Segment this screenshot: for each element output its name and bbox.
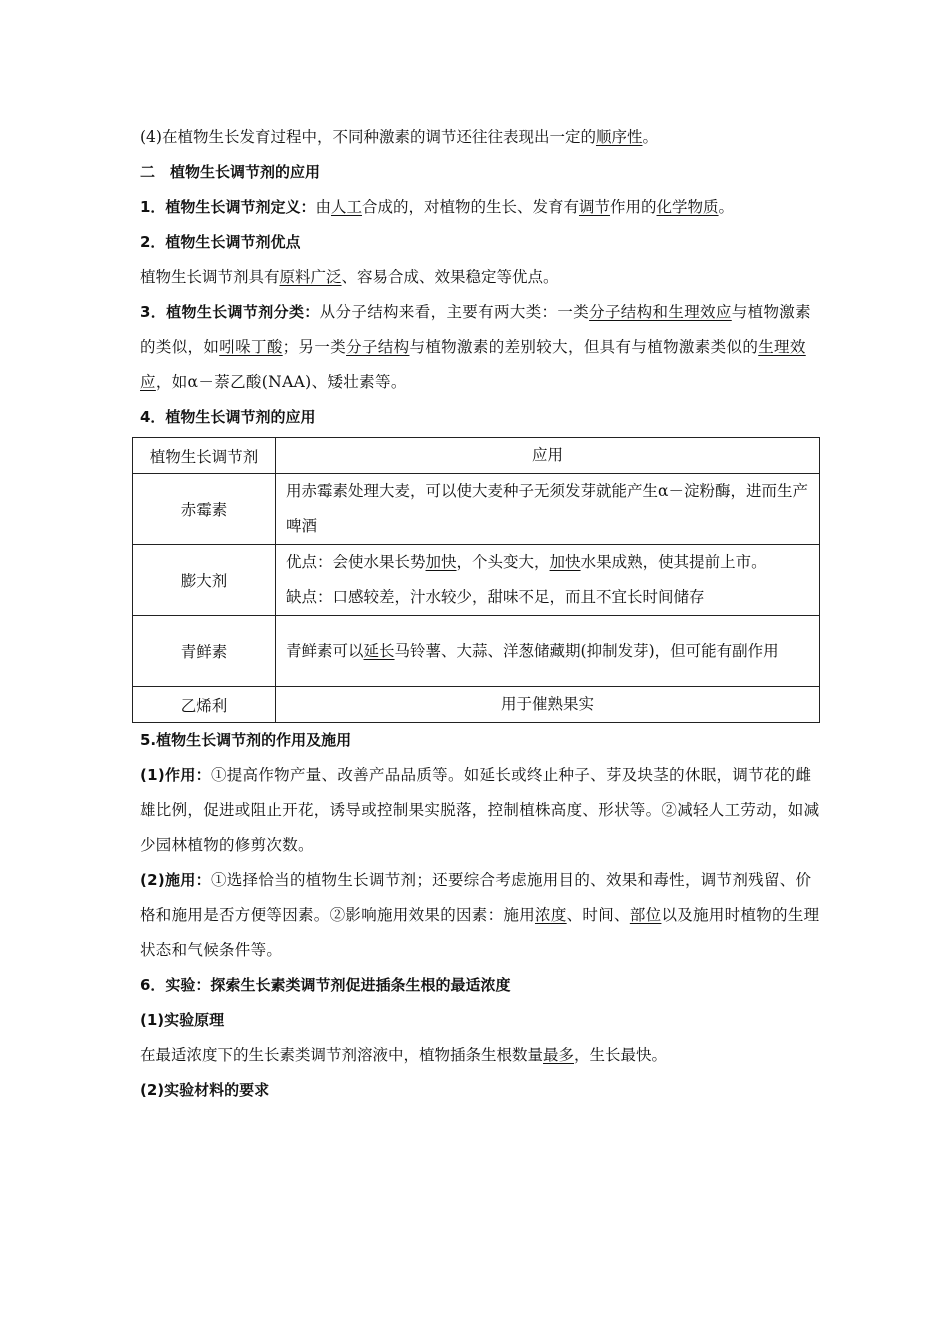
table-row [133,474,820,545]
item-5-application [140,863,820,968]
regulator-application-table [132,437,820,723]
text: 、时间、 [566,906,630,924]
key-term: 生理效应 [140,338,806,391]
advantages-line [286,545,809,580]
sub-heading: (1)作用： [140,766,211,784]
text: ①选择恰当的植物生长调节剂；还要综合考虑施用目的、效果和毒性，调节剂残留、价格和施用是否方便等因素。②影响施用效果的因素：施用 [140,871,812,924]
key-term: 顺序性 [595,128,643,146]
key-term: 吲哚丁酸 [219,338,283,356]
text: (4)在植物生长发育过程中，不同种激素的调节还往往表现出一定的 [140,128,596,146]
key-term: 分子结构 [346,338,410,356]
text: 、容易合成、效果稳定等优点。 [341,268,559,286]
text: 合成的，对植物的生长、发育有 [361,198,579,216]
item-6-heading: 6．实验：探索生长素类调节剂促进插条生根的最适浓度 [140,976,511,994]
sub-heading: (2)施用： [140,871,211,889]
item-5-effect [140,758,820,863]
item-2-text [140,260,820,295]
disadvantages-line: 缺点：口感较差，汁水较少，甜味不足，而且不宜长时间储存 [286,588,705,606]
paragraph-4 [140,120,820,155]
item-heading: 3．植物生长调节剂分类： [140,303,320,321]
key-term: 延长 [363,641,395,660]
regulator-name: 膨大剂 [133,545,276,616]
text: 植物生长调节剂具有 [140,268,280,286]
item-1 [140,190,820,225]
application-text [276,616,820,687]
text: ①提高作物产量、改善产品品质等。如延长或终止种子、芽及块茎的休眠，调节花的雌雄比例，促进或阻止开花，诱导或控制果实脱落，控制植株高度、形状等。②减轻人工劳动，如减少园林植物的修剪次数。 [140,766,820,854]
table-row [133,616,820,687]
text: ，如α－萘乙酸(NAA)、矮壮素等。 [155,373,407,391]
text: ，生长最快。 [574,1046,668,1064]
item-4-heading: 4．植物生长调节剂的应用 [140,408,316,426]
regulator-name: 乙烯利 [133,687,276,723]
item-2-heading: 2．植物生长调节剂优点 [140,233,301,251]
text: 。 [642,128,658,146]
key-term: 分子结构和生理效应 [589,303,732,321]
key-term: 原料广泛 [279,268,342,286]
table-row [133,687,820,723]
table-header-cell: 应用 [276,438,820,474]
application-text [276,545,820,616]
text: 由 [315,198,331,216]
application-text: 用于催熟果实 [276,687,820,723]
text: 。 [718,198,735,216]
item-3 [140,295,820,400]
item-5-heading: 5.植物生长调节剂的作用及施用 [140,731,352,749]
key-term: 最多 [543,1046,575,1064]
text: 与植物激素的类似，如 [140,303,812,356]
key-term: 人工 [330,198,362,216]
document-page [140,120,820,1108]
regulator-name: 赤霉素 [133,474,276,545]
item-6-sub-1: (1)实验原理 [140,1011,225,1029]
section-heading: 二 植物生长调节剂的应用 [140,163,321,181]
text: 马铃薯、大蒜、洋葱储藏期(抑制发芽)，但可能有副作用 [394,641,779,660]
text: 以及施用时植物的生理状态和气候条件等。 [140,906,820,959]
application-text: 用赤霉素处理大麦，可以使大麦种子无须发芽就能产生α－淀粉酶，进而生产啤酒 [276,474,820,545]
regulator-name: 青鲜素 [133,616,276,687]
key-term: 浓度 [535,906,567,924]
table-row [133,545,820,616]
table-header-cell: 植物生长调节剂 [133,438,276,474]
item-6-principle [140,1038,820,1073]
item-heading: 1．植物生长调节剂定义： [140,198,316,216]
text: 从分子结构来看，主要有两大类：一类 [319,303,590,321]
text: 作用的 [610,198,657,216]
text: ，个头变大， [456,553,550,571]
key-term: 化学物质 [656,198,719,216]
text: 青鲜素可以 [286,641,364,660]
key-term: 加快 [425,553,457,571]
text: 在最适浓度下的生长素类调节剂溶液中，植物插条生根数量 [140,1046,544,1064]
item-6-sub-2: (2)实验材料的要求 [140,1081,270,1099]
key-term: 加快 [549,553,581,571]
text: 与植物激素的差别较大，但具有与植物激素类似的 [409,338,759,356]
key-term: 调节 [579,198,611,216]
text: 水果成熟，使其提前上市。 [580,553,767,571]
text: ；另一类 [282,338,347,356]
table-header-row [133,438,820,474]
text: 优点：会使水果长势 [286,553,426,571]
key-term: 部位 [629,906,662,924]
